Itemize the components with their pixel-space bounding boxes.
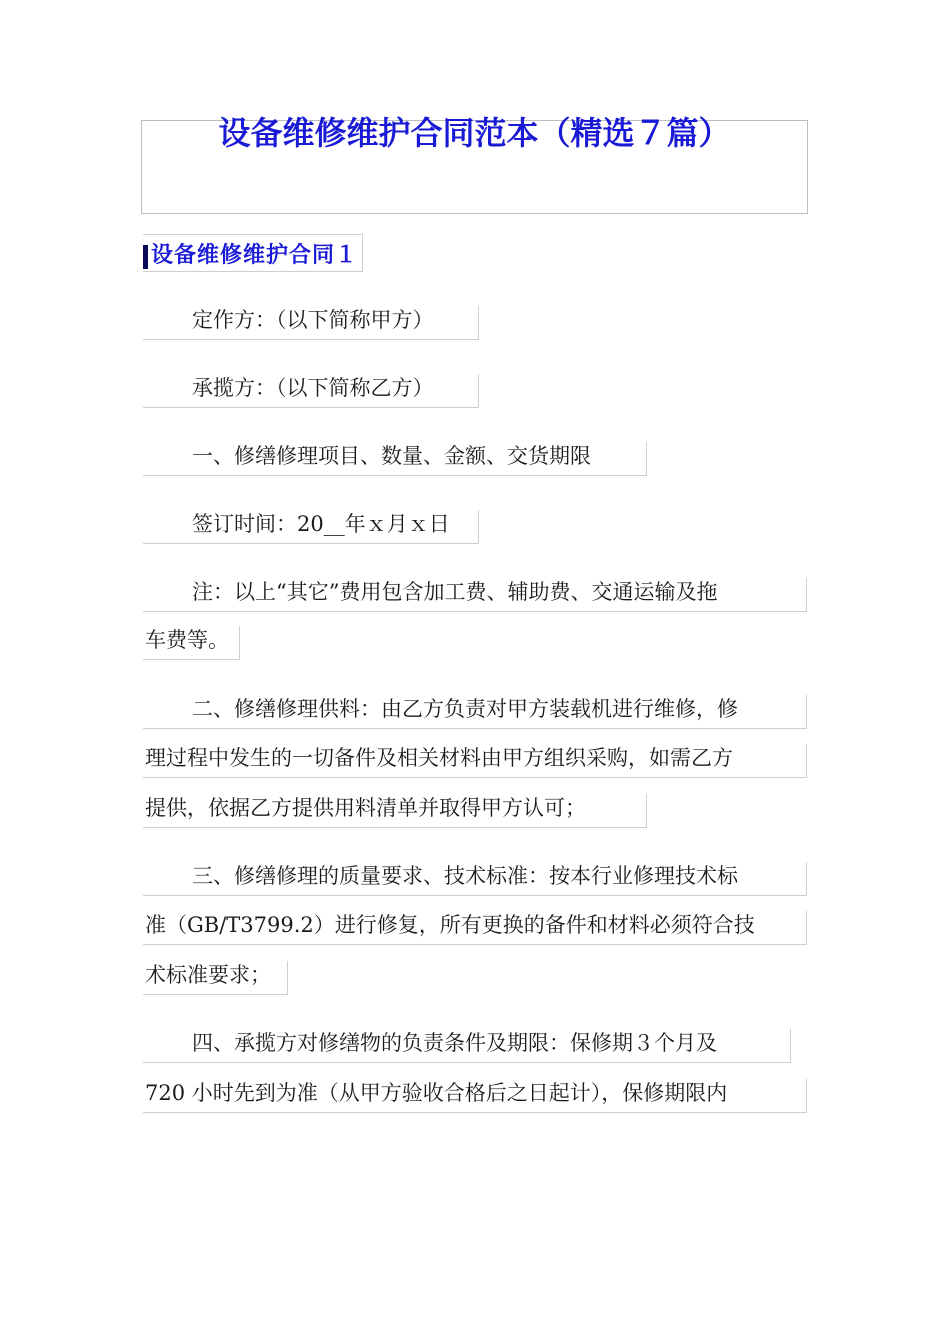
section-heading	[143, 234, 363, 272]
section-heading-text: 设备维修维护合同１	[151, 242, 359, 268]
paragraph-line: 720 小时先到为准（从甲方验收合格后之日起计），保修期限内	[145, 1081, 728, 1105]
paragraph-line: 术标准要求；	[145, 963, 271, 987]
paragraph-line: 签订时间：20__年ｘ月ｘ日	[192, 512, 450, 536]
paragraph-line: 准（GB/T3799.2）进行修复，所有更换的备件和材料必须符合技	[145, 913, 755, 937]
paragraph-line: 一、修缮修理项目、数量、金额、交货期限	[192, 444, 591, 468]
paragraph-line: 三、修缮修理的质量要求、技术标准：按本行业修理技术标	[192, 864, 738, 888]
paragraph-line: 定作方：（以下简称甲方）	[192, 308, 434, 332]
paragraph-line: 承揽方：（以下简称乙方）	[192, 376, 434, 400]
paragraph-line: 二、修缮修理供料：由乙方负责对甲方装载机进行维修，修	[192, 697, 738, 721]
paragraph-line: 四、承揽方对修缮物的负责条件及期限：保修期３个月及	[192, 1031, 717, 1055]
paragraph-line: 理过程中发生的一切备件及相关材料由甲方组织采购，如需乙方	[145, 746, 733, 770]
document-title: 设备维修维护合同范本（精选７篇）	[218, 114, 731, 152]
paragraph-line: 提供，依据乙方提供用料清单并取得甲方认可；	[145, 796, 586, 820]
paragraph-line: 注：以上“其它”费用包含加工费、辅助费、交通运输及拖	[192, 580, 718, 604]
paragraph-line: 车费等。	[145, 628, 229, 652]
heading-marker-icon	[143, 245, 148, 269]
